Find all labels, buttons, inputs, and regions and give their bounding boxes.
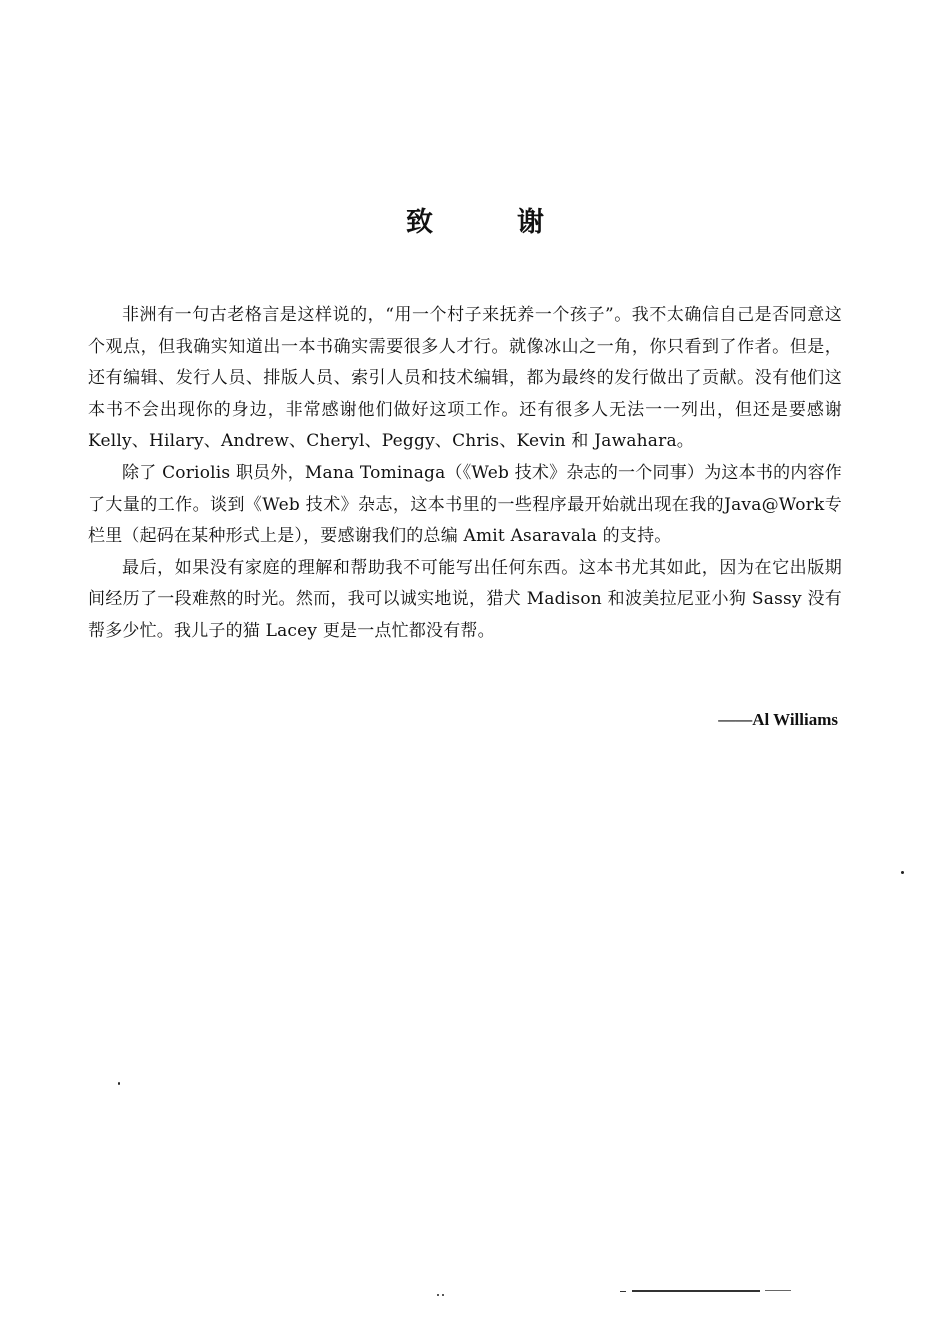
scan-line xyxy=(632,1290,760,1292)
title-char: 致 xyxy=(406,207,433,238)
title-char: 谢 xyxy=(517,207,544,238)
signature: ——Al Williams xyxy=(718,710,838,729)
paragraph: 最后，如果没有家庭的理解和帮助我不可能写出任何东西。这本书尤其如此，因为在它出版期间经历了一段难熬的时光。然而，我可以诚实地说，猎犬 Madison 和波美拉尼亚小狗 Sassy 没有帮多少忙。我儿子的猫 Lacey 更是一点忙都没有帮。 xyxy=(88,557,842,641)
scan-speck xyxy=(437,1294,439,1296)
scan-speck xyxy=(901,871,904,874)
acknowledgement-body xyxy=(88,300,842,648)
scan-speck xyxy=(118,1082,120,1085)
paragraph: 非洲有一句古老格言是这样说的，“用一个村子来抚养一个孩子”。我不太确信自己是否同意这个观点，但我确实知道出一本书确实需要很多人才行。就像冰山之一角，你只看到了作者。但是，还有编辑、发行人员、排版人员、索引人员和技术编辑，都为最终的发行做出了贡献。没有他们这本书不会出现你的身边，非常感谢他们做好这项工作。还有很多人无法一一列出，但还是要感谢 Kelly、Hilary、Andrew、Cheryl、Peggy、Chris、Kevin 和 Jawahara。 xyxy=(88,305,842,452)
scan-speck xyxy=(442,1294,444,1296)
scan-line xyxy=(765,1290,791,1291)
scan-line xyxy=(620,1291,626,1292)
page-title xyxy=(0,200,950,239)
paragraph: 除了 Coriolis 职员外，Mana Tominaga（《Web 技术》杂志的一个同事）为这本书的内容作了大量的工作。谈到《Web 技术》杂志，这本书里的一些程序最开始就出现在我的Java@Work专栏里（起码在某种形式上是），要感谢我们的总编 Amit Asaravala 的支持。 xyxy=(88,462,842,547)
